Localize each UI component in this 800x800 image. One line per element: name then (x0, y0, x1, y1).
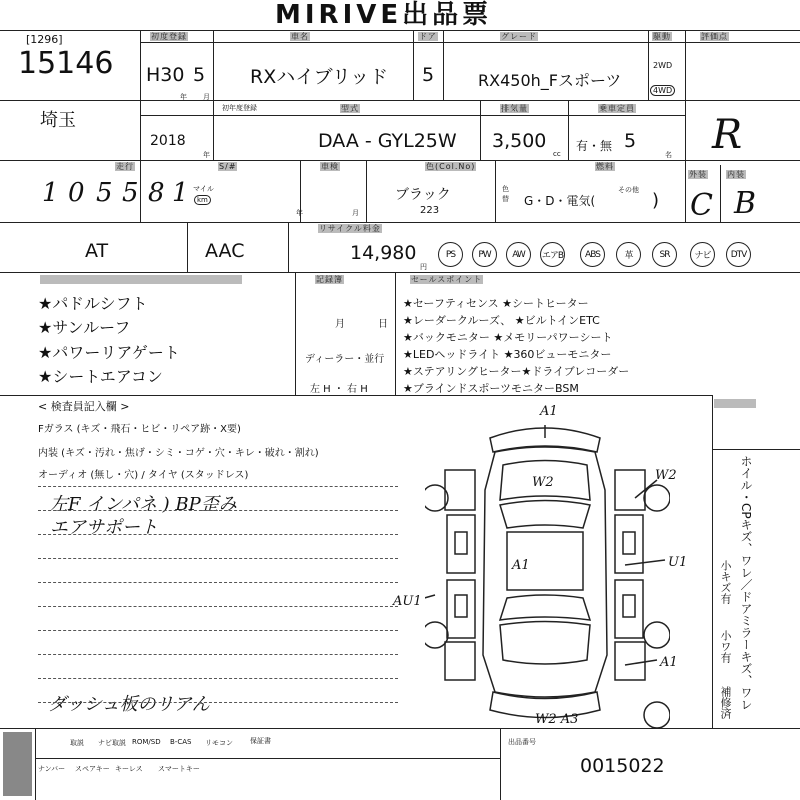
feature-1: ★パドルシフト (38, 294, 148, 313)
doors-label: ドア (419, 32, 437, 41)
inspect-note-2: エアサポート (50, 517, 158, 538)
mark-w2-fender: W2 (655, 468, 677, 483)
score-value: R (712, 112, 743, 158)
drive-label: 駆動 (653, 32, 671, 41)
displacement-label: 排気量 (501, 104, 528, 113)
inspector-label: < 検査員記入欄 > (38, 400, 130, 413)
recycle-fee: 14,980 (350, 242, 417, 264)
mileage-d5: 8 (148, 178, 165, 208)
year-unit-2: 年 (203, 151, 210, 159)
sales-label: セールスポイント (411, 275, 483, 284)
right-rear-door (615, 580, 643, 638)
record-label: 記録簿 (316, 275, 343, 284)
fuel-close: ) (652, 190, 660, 211)
mark-a1-roof: A1 (512, 558, 530, 573)
year-unit: 年 (180, 93, 187, 101)
badge-airbag: エアB (540, 242, 565, 267)
right-rear-window (623, 595, 635, 617)
mark-w2-a3: W2 A3 (535, 712, 579, 727)
sales-point-3: ★バックモニター ★メモリーパワーシート (403, 331, 613, 344)
left-rear-fender (445, 642, 475, 680)
color-label: 色(Col.No) (426, 162, 476, 171)
serial-label: 出品番号 (508, 738, 536, 746)
mileage-d4: 5 (122, 178, 139, 208)
left-front-window (455, 532, 467, 554)
badge-leather: 革 (616, 242, 641, 267)
pointer-au1 (425, 595, 435, 602)
record-month: 月 (335, 319, 345, 330)
model-label: 型式 (341, 104, 359, 113)
side-note-header (714, 399, 756, 408)
mileage-d6: 1 (172, 178, 189, 208)
reg-month: 5 (193, 64, 206, 86)
exterior-grade: C (690, 188, 713, 223)
left-rear-door (447, 580, 475, 638)
mark-a1-rear: A1 (660, 655, 678, 670)
trunk (500, 622, 590, 665)
badge-ps: PS (438, 242, 463, 267)
exterior-label: 外装 (689, 170, 707, 179)
pointer-a1-rear (625, 660, 657, 665)
side-note-3: 小ワ有 (719, 630, 732, 663)
right-front-wheel (644, 485, 670, 511)
left-rear-wheel (425, 622, 448, 648)
spare-wheel (644, 702, 670, 728)
inspect-note-3: ダッシュ板のリアん (48, 694, 210, 715)
item-spare-key: スペアキー (75, 765, 110, 773)
left-rear-window (455, 595, 467, 617)
item-keyless: キーレス (115, 765, 143, 773)
drive-4wd: 4WD (650, 85, 675, 96)
shift: AT (85, 240, 109, 262)
right-rear-wheel (644, 622, 670, 648)
interior-label: 内装 (727, 170, 745, 179)
grade-label: グレード (501, 32, 537, 41)
model-code: DAA - GYL25W (318, 130, 457, 152)
cc-unit: cc (553, 150, 561, 158)
score-label: 評価点 (701, 32, 728, 41)
bottom-stamp (3, 732, 32, 796)
badge-pw: PW (472, 242, 497, 267)
region: 埼玉 (40, 110, 76, 131)
right-front-window (623, 532, 635, 554)
badge-dtv: DTV (726, 242, 751, 267)
pointer-w2 (635, 480, 657, 498)
mileage-d2: 0 (68, 178, 85, 208)
badge-abs: ABS (580, 242, 605, 267)
features-header (40, 275, 242, 284)
item-bcas: B-CAS (170, 738, 192, 746)
item-number: ナンバー (38, 765, 66, 773)
mileage-d3: 5 (96, 178, 113, 208)
fuel: G・D・電気( (524, 194, 596, 208)
month-unit: 月 (203, 93, 210, 101)
mark-a1-front: A1 (540, 404, 558, 419)
side-note: ホイル・CPキズ、ワレ／ドアミラーキズ、ワレ (739, 455, 753, 711)
color-no: 223 (420, 205, 440, 216)
car-name-label: 車名 (291, 32, 309, 41)
first-reg-label: 初度登録 (151, 32, 187, 41)
doors: 5 (422, 64, 435, 86)
lot-ref: [1296] (26, 33, 63, 46)
mark-u1: U1 (668, 555, 688, 570)
badge-navi: ナビ (690, 242, 715, 267)
fuel-other-label: その他 (618, 186, 639, 194)
interior-grade: B (734, 186, 757, 221)
left-front-fender (445, 470, 475, 510)
seats: 5 (624, 130, 637, 152)
inspect-glass: Fガラス (キズ・飛石・ヒビ・リペア跡・X要) (38, 424, 241, 435)
era-year: H30 (146, 64, 185, 86)
pointer-u1 (625, 560, 665, 565)
chiyoku-label: S/# (219, 162, 237, 171)
side-note-4: 補修済 (719, 686, 732, 719)
rear-window (500, 595, 590, 620)
sales-point-1: ★セーフティセンス ★シートヒーター (403, 297, 589, 310)
item-warranty: 保証書 (250, 737, 271, 745)
recycle-label: リサイクル料金 (319, 224, 381, 233)
serial-number: 0015022 (580, 755, 665, 777)
record-hand: 左 H ・ 右 H (310, 384, 368, 395)
sheet-title: MIRIVE出品票 (275, 0, 493, 30)
feature-3: ★パワーリアゲート (38, 343, 180, 362)
fuel-label: 燃料 (596, 162, 614, 171)
item-rom: ROM/SD (132, 738, 161, 746)
record-dealer: ディーラー・並行 (305, 354, 385, 365)
sales-point-6: ★ブラインドスポーツモニターBSM (403, 382, 579, 395)
mileage-d1: 1 (42, 178, 59, 208)
car-name: RXハイブリッド (250, 66, 389, 88)
right-rear-fender (615, 642, 645, 680)
right-front-fender (615, 470, 645, 510)
badge-sr: SR (652, 242, 677, 267)
sales-point-4: ★LEDヘッドライト ★360ビューモニター (403, 348, 612, 361)
mileage-label: 走行 (116, 162, 134, 171)
color-change-label: 色替 (502, 185, 509, 203)
displacement: 3,500 (492, 130, 547, 152)
mark-w2-hood: W2 (532, 475, 554, 490)
yen-unit: 円 (420, 263, 427, 271)
aircon: AAC (205, 240, 245, 262)
inspect-audio: オーディオ (無し・穴) / タイヤ (スタッドレス) (38, 470, 249, 481)
side-note-2: 小キズ有 (719, 560, 732, 604)
badge-aw: AW (506, 242, 531, 267)
left-front-door (447, 515, 475, 573)
item-remote: リモコン (205, 739, 233, 747)
color: ブラック (395, 187, 451, 203)
item-smart-key: スマートキー (158, 765, 200, 773)
shaken-month-unit: 月 (352, 209, 359, 217)
mark-au1: AU1 (393, 594, 422, 609)
record-day: 日 (378, 319, 388, 330)
first-reg-year-label: 初年度登録 (222, 104, 257, 112)
inspect-note-1: 左F インパネ ) BP歪み (50, 494, 237, 515)
km-unit: km (194, 195, 211, 205)
turbo: 有・無 (576, 139, 613, 153)
shaken-label: 車検 (321, 162, 339, 171)
grade: RX450h_Fスポーツ (478, 71, 622, 90)
model-year: 2018 (150, 133, 186, 149)
item-manual: 取説 (70, 739, 84, 747)
seat-unit: 名 (665, 151, 672, 159)
feature-4: ★シートエアコン (38, 367, 163, 386)
sales-point-5: ★ステアリングヒーター★ドライブレコーダー (403, 365, 630, 378)
km-label: マイル (193, 185, 214, 193)
windshield (500, 501, 590, 529)
inspect-interior: 内装 (キズ・汚れ・焦げ・シミ・コゲ・穴・キレ・破れ・割れ) (38, 448, 319, 459)
car-damage-diagram (425, 420, 670, 730)
lot-number: 15146 (18, 46, 114, 81)
sales-point-2: ★レーダークルーズ、 ★ビルトインETC (403, 314, 600, 327)
item-navi-manual: ナビ取説 (98, 739, 126, 747)
feature-2: ★サンルーフ (38, 318, 131, 337)
shaken-year-unit: 年 (296, 209, 303, 217)
drive-2wd: 2WD (653, 61, 673, 70)
seats-label: 乗車定員 (599, 104, 635, 113)
